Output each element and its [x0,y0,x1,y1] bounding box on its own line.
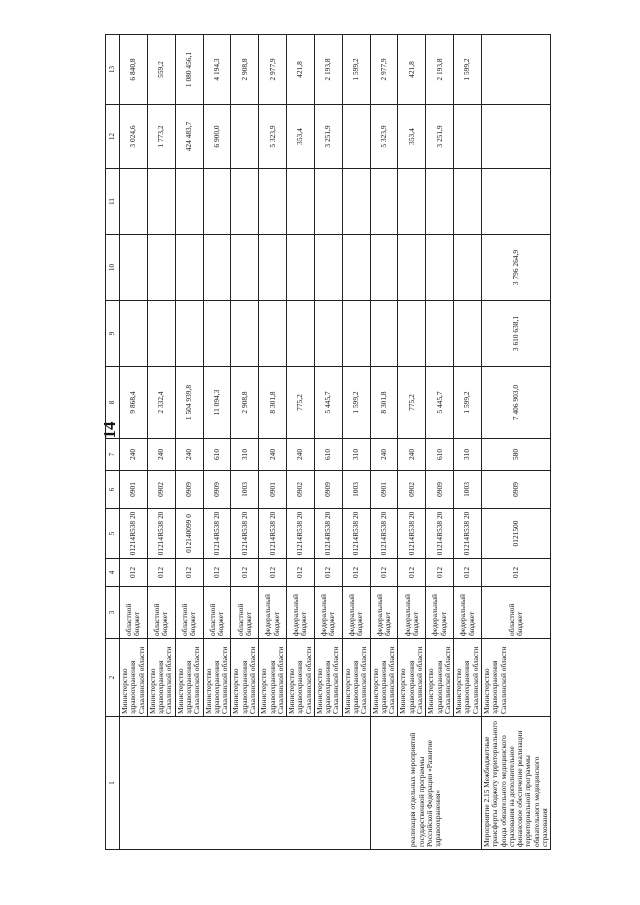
table-row [370,35,398,850]
table-cell-c9 [454,301,482,367]
table-cell-c7: 240 [287,439,315,471]
table-cell-c5: 01214R538 20 [120,509,148,559]
table-cell-c11 [203,169,231,235]
table-cell-c11 [175,169,203,235]
table-cell-c10 [287,235,315,301]
header-cell: 7 [106,439,120,471]
table-cell-c3: областной бюджет [147,587,175,639]
table-cell-c11 [370,169,398,235]
table-cell-c11 [120,169,148,235]
table-cell-c13: 4 194,3 [203,35,231,105]
table-cell-c7: 310 [342,439,370,471]
table-cell-c4: 012 [175,559,203,587]
table-cell-c10 [454,235,482,301]
table-cell-c2: Министерство здравоохранения Сахалинской области [342,639,370,717]
table-cell-c2: Министерство здравоохранения Сахалинской области [287,639,315,717]
table-cell-c12: 424 483,7 [175,105,203,169]
budget-table-container [105,35,549,850]
table-cell-c11 [454,169,482,235]
table-cell-c11 [231,169,259,235]
table-cell-c4: 012 [231,559,259,587]
table-cell-c7: 240 [175,439,203,471]
table-cell-c9 [120,301,148,367]
table-cell-c6: 0909 [481,471,550,509]
table-cell-c13: 2 193,8 [314,35,342,105]
table-cell-c4: 012 [454,559,482,587]
table-cell-c10 [314,235,342,301]
table-cell-c11 [287,169,315,235]
table-cell-c8: 9 868,4 [120,367,148,439]
table-cell-c6: 0902 [287,471,315,509]
table-cell-c7: 610 [203,439,231,471]
table-cell-c4: 012 [481,559,550,587]
table-cell-c6: 0901 [120,471,148,509]
table-cell-c5: 01214R538 20 [259,509,287,559]
activity-name-cell: Мероприятие 2.15 Межбюджетные трансферты бюджету территориального фонда обязательного медицинского страхования на дополнительное финансовое обеспечение реализации территориальной программы обязательного медицинского страхования [481,717,550,850]
table-cell-c12: 3 251,9 [426,105,454,169]
table-cell-c5: 01214R538 20 [454,509,482,559]
table-cell-c3: федеральный бюджет [259,587,287,639]
table-cell-c8: 775,2 [398,367,426,439]
table-cell-c11 [426,169,454,235]
table-cell-c10 [398,235,426,301]
table-cell-c3: областной бюджет [203,587,231,639]
table-cell-c11 [398,169,426,235]
table-cell-c13: 421,8 [287,35,315,105]
table-cell-c13: 2 193,8 [426,35,454,105]
header-cell: 2 [106,639,120,717]
table-cell-c4: 012 [370,559,398,587]
table-cell-c3: федеральный бюджет [398,587,426,639]
header-cell: 8 [106,367,120,439]
table-row [120,35,148,850]
table-cell-c10 [203,235,231,301]
table-cell-c4: 012 [203,559,231,587]
header-row [106,35,120,850]
group-label-cell [120,717,371,850]
table-cell-c11 [259,169,287,235]
table-cell-c8: 1 504 939,8 [175,367,203,439]
table-cell-c3: областной бюджет [481,587,550,639]
table-cell-c2: Министерство здравоохранения Сахалинской области [120,639,148,717]
table-cell-c7: 310 [454,439,482,471]
table-cell-c6: 1003 [231,471,259,509]
table-cell-c8: 8 301,8 [259,367,287,439]
table-cell-c6: 0909 [175,471,203,509]
table-cell-c5: 01214R538 20 [370,509,398,559]
table-cell-c2: Министерство здравоохранения Сахалинской области [314,639,342,717]
table-cell-c2: Министерство здравоохранения Сахалинской области [426,639,454,717]
table-cell-c11 [314,169,342,235]
table-cell-c9 [147,301,175,367]
table-cell-c10 [175,235,203,301]
table-cell-c8: 1 599,2 [454,367,482,439]
table-cell-c2: Министерство здравоохранения Сахалинской области [370,639,398,717]
table-cell-c5: 0121500 [481,509,550,559]
table-cell-c5: 01214R538 20 [203,509,231,559]
table-cell-c2: Министерство здравоохранения Сахалинской области [147,639,175,717]
table-cell-c11 [481,169,550,235]
table-cell-c5: 01214R538 20 [426,509,454,559]
table-cell-c3: областной бюджет [175,587,203,639]
table-cell-c7: 240 [370,439,398,471]
table-cell-c7: 240 [259,439,287,471]
table-cell-c6: 0902 [147,471,175,509]
table-cell-c8: 7 406 903,0 [481,367,550,439]
table-cell-c11 [342,169,370,235]
table-cell-c6: 1003 [342,471,370,509]
table-cell-c12: 1 773,2 [147,105,175,169]
table-cell-c11 [147,169,175,235]
table-cell-c4: 012 [398,559,426,587]
table-cell-c3: федеральный бюджет [426,587,454,639]
table-cell-c5: 01214R538 20 [342,509,370,559]
table-cell-c12: 5 323,9 [259,105,287,169]
table-cell-c13: 1 080 456,1 [175,35,203,105]
table-cell-c6: 0901 [259,471,287,509]
table-cell-c2: Министерство здравоохранения Сахалинской области [398,639,426,717]
table-cell-c13: 421,8 [398,35,426,105]
table-cell-c2: Министерство здравоохранения Сахалинской области [259,639,287,717]
table-cell-c13: 2 908,8 [231,35,259,105]
table-cell-c8: 8 301,8 [370,367,398,439]
table-cell-c5: 01214R538 20 [231,509,259,559]
table-cell-c12 [231,105,259,169]
table-cell-c10 [147,235,175,301]
table-cell-c6: 0902 [398,471,426,509]
table-cell-c2: Министерство здравоохранения Сахалинской области [454,639,482,717]
table-cell-c10 [231,235,259,301]
table-cell-c3: федеральный бюджет [454,587,482,639]
table-cell-c4: 012 [120,559,148,587]
table-cell-c12: 353,4 [398,105,426,169]
header-cell: 11 [106,169,120,235]
table-cell-c13: 1 599,2 [454,35,482,105]
table-cell-c2: Министерство здравоохранения Сахалинской области [203,639,231,717]
table-cell-c13: 1 599,2 [342,35,370,105]
table-cell-c9 [231,301,259,367]
rotated-sheet [105,35,549,850]
header-cell: 13 [106,35,120,105]
table-cell-c7: 610 [426,439,454,471]
table-cell-c8: 775,2 [287,367,315,439]
table-cell-c3: федеральный бюджет [314,587,342,639]
table-cell-c3: областной бюджет [120,587,148,639]
table-cell-c7: 240 [398,439,426,471]
table-cell-c5: 01214R538 20 [314,509,342,559]
table-cell-c2: Министерство здравоохранения Сахалинской области [175,639,203,717]
table-cell-c8: 2 908,8 [231,367,259,439]
table-cell-c9 [426,301,454,367]
table-cell-c10: 3 796 264,9 [481,235,550,301]
table-cell-c13: 2 977,9 [259,35,287,105]
table-cell-c5: 01214R538 20 [398,509,426,559]
table-cell-c2: Министерство здравоохранения Сахалинской области [231,639,259,717]
table-cell-c9 [175,301,203,367]
table-cell-c10 [120,235,148,301]
table-cell-c9 [398,301,426,367]
header-cell: 6 [106,471,120,509]
table-cell-c7: 310 [231,439,259,471]
table-cell-c8: 5 445,7 [314,367,342,439]
header-cell: 3 [106,587,120,639]
table-cell-c7: 240 [147,439,175,471]
table-cell-c12: 5 323,9 [370,105,398,169]
table-cell-c3: федеральный бюджет [370,587,398,639]
table-cell-c7: 610 [314,439,342,471]
table-cell-c9 [203,301,231,367]
table-cell-c9 [314,301,342,367]
table-cell-c12 [454,105,482,169]
table-cell-c3: федеральный бюджет [287,587,315,639]
table-cell-c4: 012 [147,559,175,587]
table-cell-c8: 5 445,7 [426,367,454,439]
table-cell-c5: 01214R538 20 [287,509,315,559]
table-cell-c10 [426,235,454,301]
table-cell-c6: 0909 [203,471,231,509]
table-cell-c6: 0909 [314,471,342,509]
table-cell-c9 [259,301,287,367]
table-cell-c10 [370,235,398,301]
table-cell-c3: федеральный бюджет [342,587,370,639]
table-cell-c12 [342,105,370,169]
table-cell-c8: 11 094,3 [203,367,231,439]
header-cell: 9 [106,301,120,367]
table-cell-c9 [342,301,370,367]
table-cell-c7: 240 [120,439,148,471]
table-cell-c8: 1 599,2 [342,367,370,439]
table-cell-c10 [342,235,370,301]
table-cell-c13: 2 977,9 [370,35,398,105]
table-cell-c4: 012 [287,559,315,587]
table-cell-c4: 012 [259,559,287,587]
table-cell-c13: 559,2 [147,35,175,105]
table-row [481,35,550,850]
header-cell: 5 [106,509,120,559]
table-cell-c9 [287,301,315,367]
header-cell: 1 [106,717,120,850]
table-cell-c12: 353,4 [287,105,315,169]
header-cell: 4 [106,559,120,587]
table-cell-c6: 0909 [426,471,454,509]
table-cell-c12 [481,105,550,169]
table-cell-c5: 01214R538 20 [147,509,175,559]
header-cell: 12 [106,105,120,169]
table-cell-c6: 1003 [454,471,482,509]
header-cell: 10 [106,235,120,301]
table-cell-c13 [481,35,550,105]
table-cell-c12: 3 251,9 [314,105,342,169]
table-cell-c9 [370,301,398,367]
table-cell-c10 [259,235,287,301]
table-cell-c4: 012 [314,559,342,587]
table-cell-c12: 3 024,6 [120,105,148,169]
table-cell-c8: 2 332,4 [147,367,175,439]
budget-table [105,34,551,850]
table-cell-c4: 012 [342,559,370,587]
table-cell-c5: 012140099 0 [175,509,203,559]
table-cell-c13: 6 840,8 [120,35,148,105]
table-cell-c7: 580 [481,439,550,471]
page-number: 14 [100,421,119,439]
table-cell-c2: Министерство здравоохранения Сахалинской области [481,639,550,717]
table-cell-c6: 0901 [370,471,398,509]
table-cell-c4: 012 [426,559,454,587]
table-cell-c9: 3 610 638,1 [481,301,550,367]
table-cell-c3: областной бюджет [231,587,259,639]
group-label-cell: реализация отдельных мероприятий государственной программы Российской Федерации «Развитие здравоохранения» [370,717,481,850]
table-cell-c12: 6 900,0 [203,105,231,169]
